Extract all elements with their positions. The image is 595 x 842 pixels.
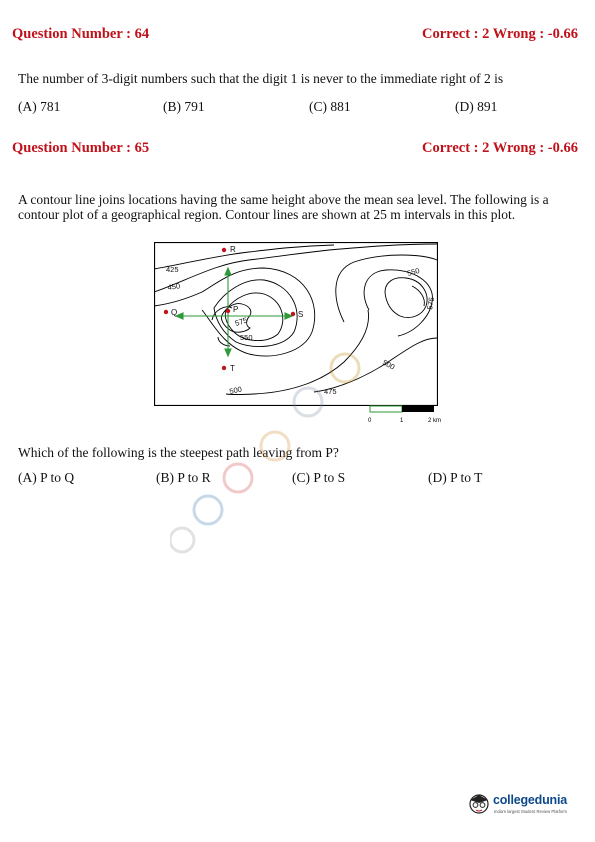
q64-option-b: (B) 791 (163, 99, 205, 114)
label-t: T (230, 364, 235, 373)
point-s (291, 312, 295, 316)
watermark-emblems (170, 340, 420, 570)
point-p (226, 309, 230, 313)
point-r (222, 248, 226, 252)
contour-label-500: 500 (228, 384, 243, 396)
watermark-emblem (170, 528, 194, 552)
q65-option-b: (B) P to R (156, 470, 211, 485)
q65-marks: Correct : 2 Wrong : -0.66 (422, 140, 578, 156)
collegedunia-logo (467, 791, 577, 819)
q64-option-c: (C) 881 (309, 99, 351, 114)
label-s: S (298, 310, 304, 319)
contour-label-575-right: 575 (425, 296, 437, 311)
contour-label-550: 550 (240, 333, 253, 342)
watermark-emblem (331, 354, 359, 382)
q65-text-line1: A contour line joins locations having the same height above the mean sea level. The following is a (18, 192, 549, 207)
scale-tick-1: 1 (400, 418, 404, 424)
watermark-emblem (224, 464, 252, 492)
contour-label-550-right: 550 (406, 265, 421, 278)
logo-tagline: India's largest Student Review Platform (494, 809, 567, 814)
mascot-icon (467, 791, 491, 817)
contour-label-475: 475 (324, 387, 337, 396)
logo-brand-text: collegedunia (493, 793, 568, 807)
q64-option-d: (D) 891 (455, 99, 498, 114)
q65-option-c: (C) P to S (292, 470, 346, 485)
scale-tick-0: 0 (368, 418, 372, 424)
scale-tick-2: 2 km (428, 418, 442, 424)
q65-text-line2: contour plot of a geographical region. Contour lines are shown at 25 m intervals in this plot. (18, 207, 516, 222)
watermark-emblem (261, 432, 289, 460)
watermark-emblem (294, 388, 322, 416)
label-q: Q (171, 308, 178, 317)
label-p: P (233, 305, 239, 314)
q64-marks: Correct : 2 Wrong : -0.66 (422, 26, 578, 42)
contour-label-425: 425 (166, 265, 179, 274)
contour-label-500-right: 500 (381, 357, 397, 372)
contour-label-575: 575 (233, 315, 249, 328)
point-q (164, 310, 168, 314)
q65-option-a: (A) P to Q (18, 470, 75, 485)
contour-label-450: 450 (167, 281, 181, 292)
q65-number: Question Number : 65 (12, 140, 150, 156)
q64-text: The number of 3-digit numbers such that the digit 1 is never to the immediate right of 2 is (18, 71, 504, 86)
q64-number: Question Number : 64 (12, 26, 150, 42)
q65-question: Which of the following is the steepest path leaving from P? (18, 445, 339, 460)
label-r: R (230, 245, 236, 254)
q64-option-a: (A) 781 (18, 99, 61, 114)
watermark-emblem (194, 496, 222, 524)
q65-option-d: (D) P to T (428, 470, 483, 485)
